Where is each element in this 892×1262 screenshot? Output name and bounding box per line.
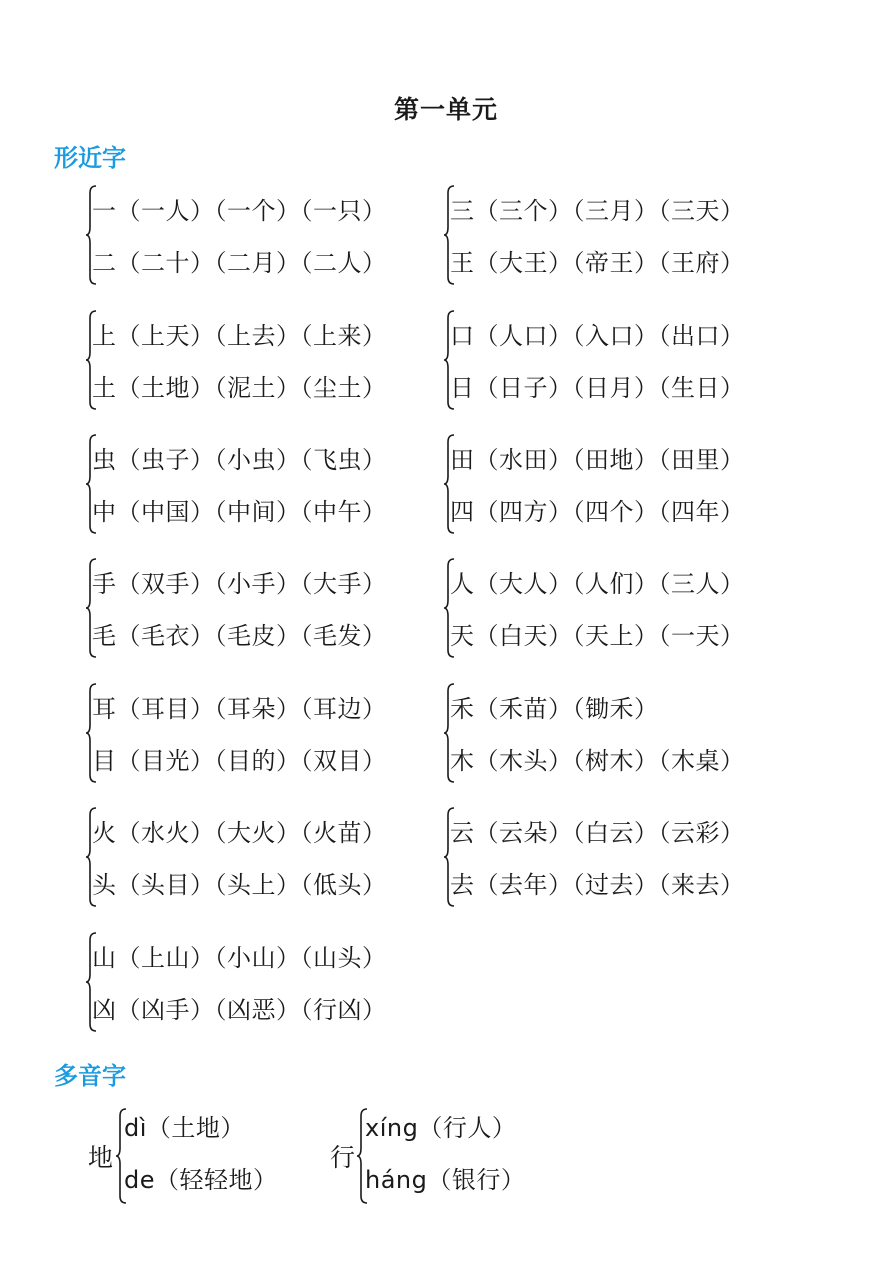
char-line: 山（上山）（小山）（山头） [92,944,387,972]
char-line: 日（日子）（日月）（生日） [450,374,745,402]
section-heading-similar-characters: 形近字 [54,144,126,172]
polyphonic-char: 行 [330,1143,356,1172]
section-heading-polyphonic-characters: 多音字 [54,1062,126,1090]
char-line: 去（去年）（过去）（来去） [450,871,745,899]
char-line: 虫（虫子）（小虫）（飞虫） [92,446,387,474]
char-line: 凶（凶手）（凶恶）（行凶） [92,996,387,1024]
char-line: 一（一人）（一个）（一只） [92,197,387,225]
char-line: 田（水田）（田地）（田里） [450,446,745,474]
char-line: 毛（毛衣）（毛皮）（毛发） [92,622,387,650]
reading-line: dì（土地） [124,1114,245,1142]
char-line: 人（大人）（人们）（三人） [450,570,745,598]
char-line: 王（大王）（帝王）（王府） [450,249,745,277]
char-line: 上（上天）（上去）（上来） [92,322,387,350]
char-line: 二（二十）（二月）（二人） [92,249,387,277]
char-line: 天（白天）（天上）（一天） [450,622,745,650]
char-line: 木（木头）（树木）（木桌） [450,747,745,775]
char-line: 手（双手）（小手）（大手） [92,570,387,598]
char-line: 四（四方）（四个）（四年） [450,498,745,526]
polyphonic-char: 地 [88,1143,114,1172]
char-line: 头（头目）（头上）（低头） [92,871,387,899]
char-line: 耳（耳目）（耳朵）（耳边） [92,695,387,723]
reading-line: xíng（行人） [365,1114,517,1142]
char-line: 目（目光）（目的）（双目） [92,747,387,775]
reading-line: de（轻轻地） [124,1166,278,1194]
char-line: 禾（禾苗）（锄禾） [450,695,659,723]
reading-line: háng（银行） [365,1166,526,1194]
char-line: 三（三个）（三月）（三天） [450,197,745,225]
char-line: 火（水火）（大火）（火苗） [92,819,387,847]
char-line: 口（人口）（入口）（出口） [450,322,745,350]
char-line: 土（土地）（泥土）（尘土） [92,374,387,402]
char-line: 云（云朵）（白云）（云彩） [450,819,745,847]
page-title: 第一单元 [393,95,498,124]
char-line: 中（中国）（中间）（中午） [92,498,387,526]
